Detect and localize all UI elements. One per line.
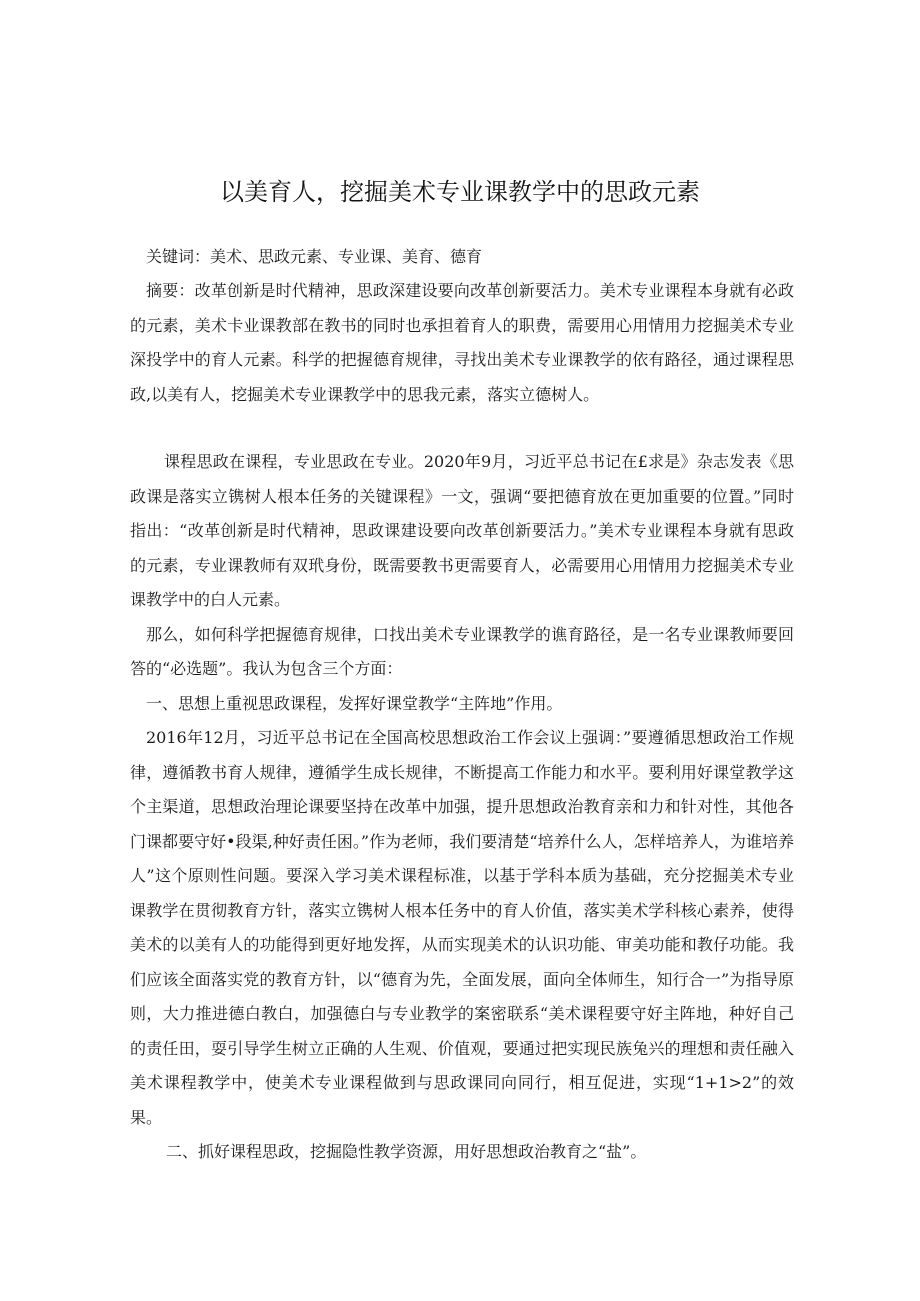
paragraph-intro: 课程思政在课程，专业思政在专业。2020年9月，习近平总书记在£求是》杂志发表《思政课是落实立镌树人根本任务的关键课程》一文，强调“要把德育放在更加重要的位置。”同时指出：“改革创新是时代精神，思政课建设要向改革创新要活力。”美术专业课程本身就有思政的元素，专业课教师有双玳身份，既需要教书更需要育人，必需要用心用情用力挖掘美术专业课教学中的白人元素。 [130, 452, 794, 609]
keywords-text: 关键词：美术、思政元素、专业课、美育、德育 [146, 247, 483, 266]
section-heading-two: 二、抓好课程思政，挖掘隐性教学资源，用好思想政治教育之“盐”。 [166, 1142, 647, 1161]
keywords-line [130, 240, 794, 275]
document-title: 以美育人，挖掘美术专业课教学中的思政元素 [220, 178, 700, 206]
abstract-section [130, 274, 794, 412]
section-heading-one: 一、思想上重视思政课程，发挥好课堂教学“主阵地”作用。 [146, 693, 563, 713]
paragraph-question: 那么，如何科学把握德育规律，口找出美术专业课教学的谯育路径，是一名专业课教师要回答的“必选题”。我认为包含三个方面： [130, 624, 794, 678]
body-section [130, 445, 794, 1170]
abstract-text: 摘要：改革创新是时代精神，思政深建设要向改革创新要活力。美术专业课程本身就有必政的元素，美术卡业课教部在教书的同时也承担着育人的职费，需要用心用情用力挖掘美术专业深投学中的育人元素。科学的把握德育规律，寻找出美术专业课教学的依有路径，通过课程思政,以美有人，挖掘美术专业课教学中的思我元素，落实立德树人。 [130, 281, 794, 404]
paragraph-section-one: 2016年12月，习近平总书记在全国高校思想政治工作会议上强调：”要遵循思想政治工作规律，遵循教书育人规律，遵循学生成长规律，不断提高工作能力和水平。要利用好课堂教学这个主渠道，思想政治理论课要坚持在改革中加强，提升思想政治教育亲和力和针对性，其他各门课都要守好•段渠,种好责任困。”作为老师，我们要清楚“培养什么人，怎样培养人，为谁培养人”这个原则性问题。要深入学习美术课程标准，以基于学科本质为基础，充分挖掘美术专业课教学在贯彻教育方针，落实立镌树人根本任务中的育人价值，落实美术学科核心素养，使得美术的以美有人的功能得到更好地发挥，从而实现美术的认识功能、审美功能和教仔功能。我们应该全面落实党的教育方针，以“德育为先，全面发展，面向全体师生，知行合一”为指导原则，大力推进德白教白，加强德白与专业教学的案密联系“美术课程要守好主阵地，种好自己的责任田，耍引导学生树立正确的人生观、价值观，要通过把实现民族兔兴的理想和责任融入美术课程教学中，使美术专业课程做到与思政课同向同行，相互促进，实现“1+1>2”的效果。 [130, 728, 794, 1127]
